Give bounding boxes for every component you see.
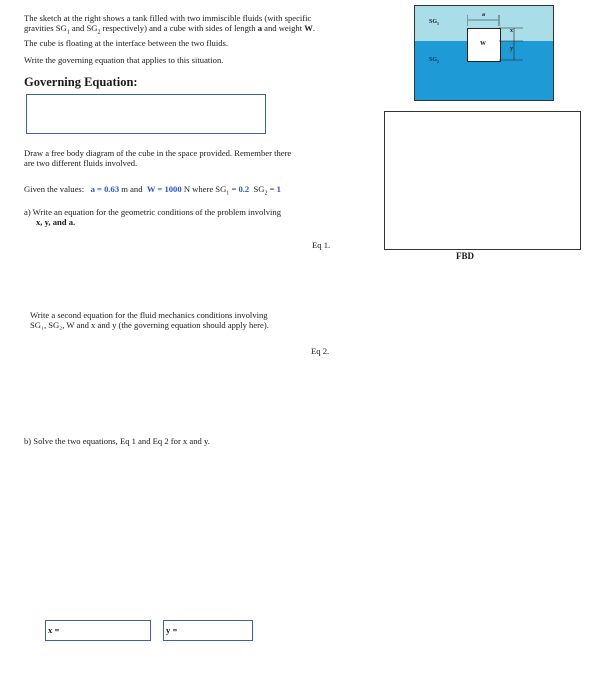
intro-line-2: gravities $SG_1$ and $SG_2$ respectively) and a cube with sides of length a and weight W. [24, 23, 315, 36]
eq1-label: Eq 1. [312, 240, 331, 250]
second-equation-prompt: Write a second equation for the fluid mechanics conditions involving SG₁, SG₂, W and x and y (the governing equation should apply here). [30, 310, 269, 330]
write-prompt: Write the governing equation that applies to this situation. [24, 55, 224, 65]
eq2-label: Eq 2. [311, 346, 330, 356]
x-answer-input[interactable]: x = [45, 620, 151, 641]
dimension-x-label: x [510, 28, 513, 34]
sg2-label: $SG_2$ [429, 57, 440, 65]
fbd-drawing-area[interactable] [384, 111, 581, 250]
part-b: b) Solve the two equations, Eq 1 and Eq 2 for x and y. [24, 436, 210, 446]
given-values: Given the values: a = 0.63 m and W = 1000 N where $SG_1 = 0.2$ $SG_2 = 1$ [24, 184, 281, 197]
part-a: a) Write an equation for the geometric conditions of the problem involving x, y, and a. [24, 207, 281, 227]
tank-diagram [414, 5, 554, 101]
governing-heading: Governing Equation: [24, 75, 138, 89]
governing-equation-input[interactable] [26, 94, 266, 134]
intro-text [24, 13, 384, 48]
fbd-label: FBD [456, 251, 474, 261]
intro-line-3: The cube is floating at the interface between the two fluids. [24, 37, 229, 48]
y-answer-input[interactable]: y = [163, 620, 253, 641]
sg1-label: $SG_1$ [429, 19, 440, 27]
dimension-a-label: a [482, 12, 485, 18]
fbd-prompt: Draw a free body diagram of the cube in the space provided. Remember there are two different fluids involved. [24, 148, 292, 168]
cube: W [467, 28, 501, 62]
intro-line-1: The sketch at the right shows a tank filled with two immiscible fluids (with specific [24, 13, 312, 23]
dimension-y-label: y [510, 46, 513, 52]
